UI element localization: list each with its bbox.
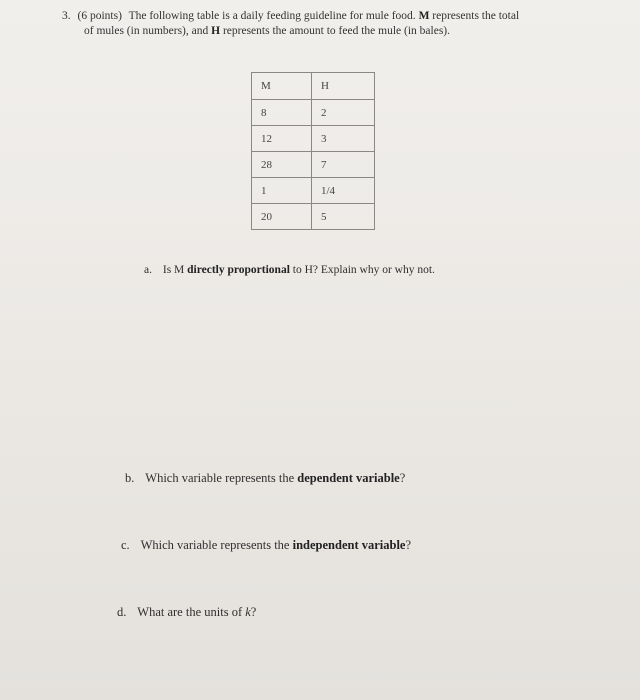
problem-intro-text: The following table is a daily feeding guideline for mule food. xyxy=(128,10,416,22)
problem-statement xyxy=(62,9,622,39)
question-text: ? xyxy=(399,471,406,485)
problem-intro-text: represents the total xyxy=(432,10,520,22)
question-emphasis: independent variable xyxy=(292,538,406,552)
problem-intro-text: of mules (in numbers), and xyxy=(84,25,209,37)
table-cell-m: 8 xyxy=(252,100,312,126)
question-a xyxy=(144,264,435,276)
question-c xyxy=(121,538,411,553)
problem-intro-text: represents the amount to feed the mule (in bales). xyxy=(222,25,450,37)
question-text: Which variable represents the xyxy=(140,538,290,552)
table-header-h: H xyxy=(312,73,375,100)
question-b xyxy=(125,471,405,486)
table-cell-h: 5 xyxy=(312,204,375,230)
question-letter: d. xyxy=(117,605,127,619)
table-row xyxy=(252,152,375,178)
question-letter: b. xyxy=(125,471,135,485)
question-text: to H? Explain why or why not. xyxy=(292,264,435,276)
table-cell-m: 12 xyxy=(252,126,312,152)
table-header-row xyxy=(252,73,375,100)
question-text: ? xyxy=(250,605,257,619)
question-letter: a. xyxy=(144,264,152,276)
feeding-table xyxy=(251,72,375,230)
question-emphasis: directly proportional xyxy=(187,264,290,276)
table-row xyxy=(252,178,375,204)
problem-points: (6 points) xyxy=(77,10,122,22)
problem-number: 3. xyxy=(62,10,71,22)
question-d xyxy=(117,605,256,620)
table-header-m: M xyxy=(252,73,312,100)
table-cell-h: 3 xyxy=(312,126,375,152)
table-row xyxy=(252,204,375,230)
table-cell-m: 28 xyxy=(252,152,312,178)
question-text: What are the units of xyxy=(137,605,243,619)
question-letter: c. xyxy=(121,538,130,552)
table-cell-h: 7 xyxy=(312,152,375,178)
variable-k: k xyxy=(245,605,251,619)
question-text: ? xyxy=(405,538,412,552)
variable-m: M xyxy=(418,10,430,22)
table-row xyxy=(252,100,375,126)
question-text: Which variable represents the xyxy=(145,471,295,485)
question-text: Is M xyxy=(162,264,185,276)
table-cell-h: 1/4 xyxy=(312,178,375,204)
table-row xyxy=(252,126,375,152)
variable-h: H xyxy=(211,25,221,37)
table-cell-m: 1 xyxy=(252,178,312,204)
question-emphasis: dependent variable xyxy=(297,471,400,485)
table-cell-h: 2 xyxy=(312,100,375,126)
table-cell-m: 20 xyxy=(252,204,312,230)
